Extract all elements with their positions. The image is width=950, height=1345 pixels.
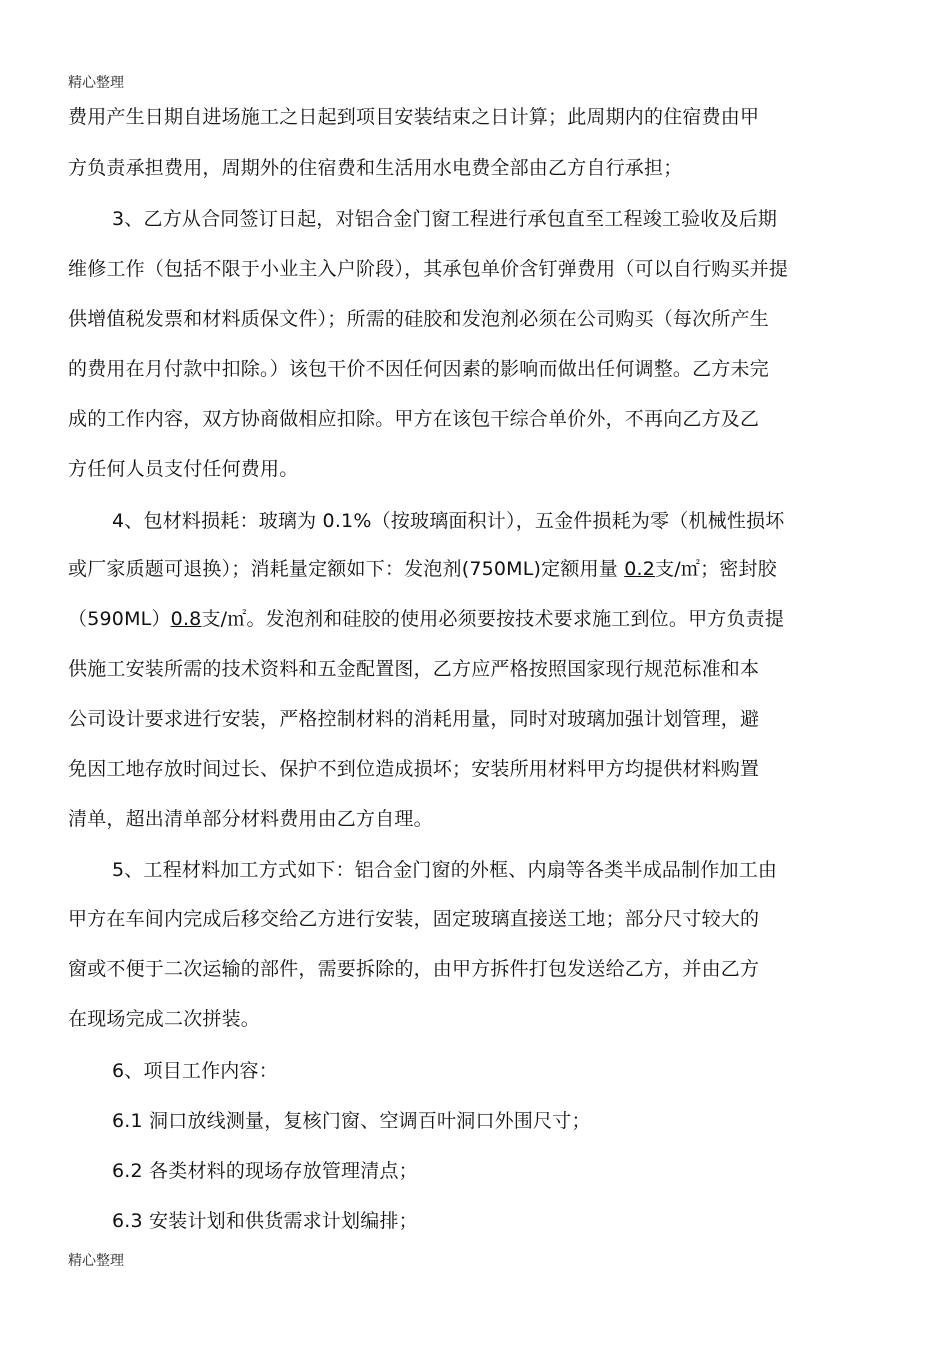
paragraph-line: 成的工作内容，双方协商做相应扣除。甲方在该包干综合单价外，不再向乙方及乙 (68, 408, 760, 430)
line-text: 支/㎡；密封胶 (655, 558, 777, 580)
sealant-quota-value: 0.8 (170, 608, 202, 630)
line-text: 或厂家质题可退换）；消耗量定额如下：发泡剂(750ML)定额用量 (68, 558, 618, 580)
paragraph-line: 维修工作（包括不限于小业主入户阶段），其承包单价含钉弹费用（可以自行购买并提 (68, 258, 789, 280)
paragraph-line (68, 556, 777, 582)
paragraph-line: 费用产生日期自进场施工之日起到项目安装结束之日计算；此周期内的住宿费由甲 (68, 106, 760, 128)
line-text: 支/㎡。发泡剂和硅胶的使用必须要按技术要求施工到位。甲方负责提 (201, 608, 785, 630)
paragraph-line: 供增值税发票和材料质保文件）；所需的硅胶和发泡剂必须在公司购买（每次所产生 (68, 308, 769, 330)
paragraph-line: 方负责承担费用，周期外的住宿费和生活用水电费全部由乙方自行承担； (68, 157, 683, 179)
paragraph-line: 的费用在月付款中扣除。）该包干价不因任何因素的影响而做出任何调整。乙方未完 (68, 358, 769, 380)
paragraph-line (68, 606, 784, 632)
list-item: 6.3 安装计划和供货需求计划编排； (112, 1210, 418, 1232)
paragraph-line: 5、工程材料加工方式如下：铝合金门窗的外框、内扇等各类半成品制作加工由 (112, 859, 778, 881)
paragraph-line: 供施工安装所需的技术资料和五金配置图，乙方应严格按照国家现行规范标准和本 (68, 658, 760, 680)
section-heading: 6、项目工作内容： (112, 1060, 278, 1082)
paragraph-line: 3、乙方从合同签订日起，对铝合金门窗工程进行承包直至工程竣工验收及后期 (112, 208, 778, 230)
page-footer: 精心整理 (68, 1253, 124, 1269)
paragraph-line: 方任何人员支付任何费用。 (68, 458, 299, 480)
paragraph-line: 在现场完成二次拼装。 (68, 1008, 261, 1030)
paragraph-line: 清单，超出清单部分材料费用由乙方自理。 (68, 808, 433, 830)
paragraph-line: 4、包材料损耗：玻璃为 0.1%（按玻璃面积计），五金件损耗为零（机械性损坏 (112, 510, 785, 532)
list-item: 6.1 洞口放线测量，复核门窗、空调百叶洞口外围尺寸； (112, 1110, 591, 1132)
paragraph-line: 甲方在车间内完成后移交给乙方进行安装，固定玻璃直接送工地；部分尺寸较大的 (68, 908, 760, 930)
paragraph-line: 窗或不便于二次运输的部件，需要拆除的，由甲方拆件打包发送给乙方，并由乙方 (68, 958, 760, 980)
paragraph-line: 免因工地存放时间过长、保护不到位造成损坏；安装所用材料甲方均提供材料购置 (68, 758, 760, 780)
line-text: （590ML） (68, 608, 171, 630)
page-header: 精心整理 (68, 75, 124, 91)
list-item: 6.2 各类材料的现场存放管理清点； (112, 1160, 418, 1182)
paragraph-line: 公司设计要求进行安装，严格控制材料的消耗用量，同时对玻璃加强计划管理，避 (68, 708, 760, 730)
foam-quota-value: 0.2 (624, 558, 656, 580)
